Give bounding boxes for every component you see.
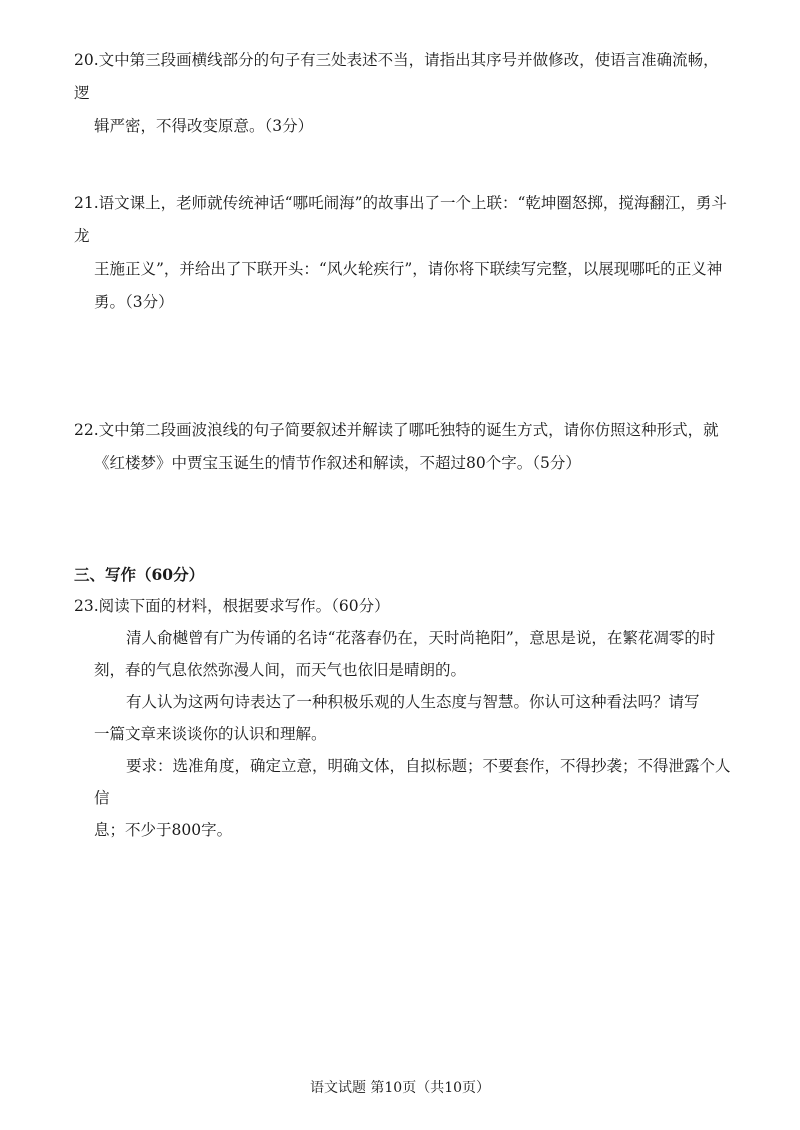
question-21 bbox=[74, 187, 734, 319]
question-22-line-2: 《红楼梦》中贾宝玉诞生的情节作叙述和解读，不超过80个字。（5分） bbox=[94, 454, 581, 472]
material-para-1-line-2: 刻，春的气息依然弥漫人间，而天气也依旧是晴朗的。 bbox=[94, 661, 467, 679]
question-21-line-2: 王施正义”，并给出了下联开头：“风火轮疾行”，请你将下联续写完整，以展现哪吒的正义神 bbox=[94, 260, 723, 278]
material-para-2-line-2: 一篇文章来谈谈你的认识和理解。 bbox=[94, 725, 327, 743]
requirements-line-1: 要求：选准角度，确定立意，明确文体，自拟标题；不要套作，不得抄袭；不得泄露个人信 bbox=[94, 757, 731, 807]
question-21-line-1: 21.语文课上，老师就传统神话“哪吒闹海”的故事出了一个上联：“乾坤圈怒掷，搅海翻江，勇斗龙 bbox=[74, 194, 727, 245]
page-footer: 语文试题 第10页（共10页） bbox=[309, 1080, 491, 1096]
question-22 bbox=[74, 414, 734, 480]
requirements-line-2: 息；不少于800字。 bbox=[94, 821, 233, 839]
question-20-line-2: 辑严密，不得改变原意。（3分） bbox=[94, 117, 314, 135]
question-23 bbox=[74, 590, 734, 846]
question-23-title: 23.阅读下面的材料，根据要求写作。（60分） bbox=[74, 597, 390, 615]
question-20 bbox=[74, 44, 734, 143]
question-20-line-1: 20.文中第三段画横线部分的句子有三处表述不当，请指出其序号并做修改，使语言准确流畅，逻 bbox=[74, 51, 719, 102]
material-para-1-line-1: 清人俞樾曾有广为传诵的名诗“花落春仍在，天时尚艳阳”，意思是说，在繁花凋零的时 bbox=[126, 629, 716, 647]
question-22-line-1: 22.文中第二段画波浪线的句子简要叙述并解读了哪吒独特的诞生方式，请你仿照这种形式，就 bbox=[74, 421, 719, 439]
section-writing-title: 三、写作（60分） bbox=[74, 565, 205, 584]
material-para-2-line-1: 有人认为这两句诗表达了一种积极乐观的人生态度与智慧。你认可这种看法吗？请写 bbox=[126, 693, 700, 711]
question-21-line-3: 勇。（3分） bbox=[94, 293, 174, 311]
